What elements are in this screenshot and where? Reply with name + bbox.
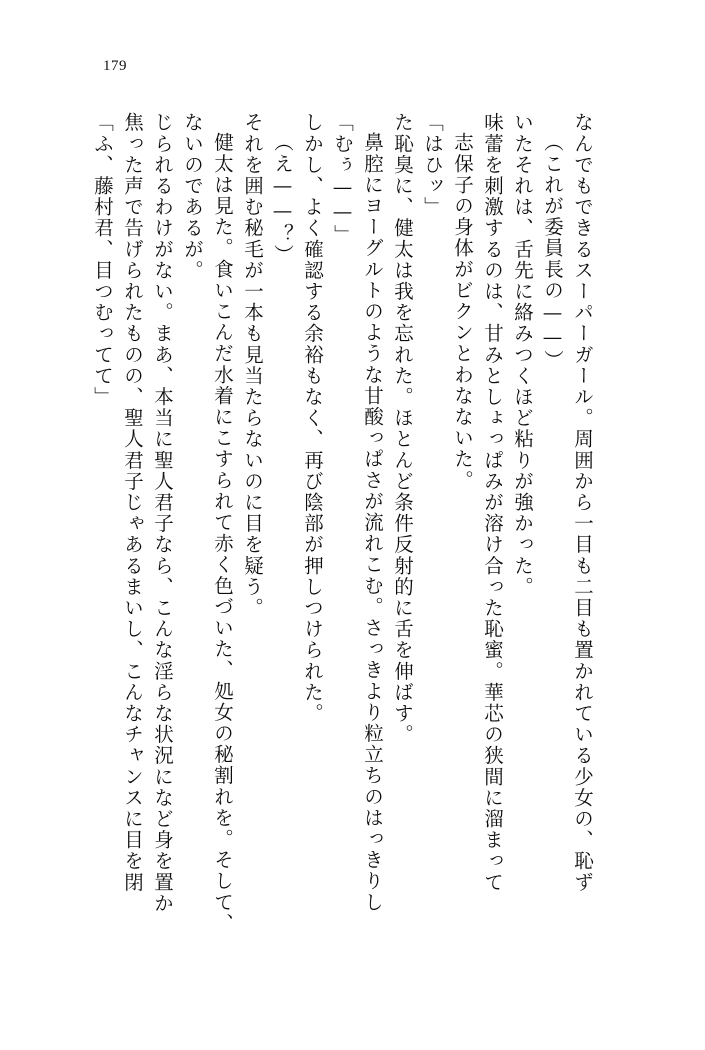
text-line: （え——？） bbox=[271, 132, 294, 266]
text-line: 「はひッ」 bbox=[421, 112, 444, 218]
text-line: 焦った声で告げられたものの、聖人君子じゃあるまいし、こんなチャンスに目を閉 bbox=[121, 112, 144, 893]
text-line: 健太は見た。食いこんだ水着にこすられて赤く色づいた、処女の秘割れを。そして、 bbox=[211, 132, 234, 934]
text-line: た恥臭に、健太は我を忘れた。ほとんど条件反射的に舌を伸ばす。 bbox=[391, 112, 414, 745]
text-line: じられるわけがない。まあ、本当に聖人君子なら、こんな淫らな状況になど身を置か bbox=[151, 112, 174, 914]
text-line: （これが委員長の——） bbox=[541, 132, 564, 372]
text-line: 「ふ、藤村君、目つむってて」 bbox=[91, 112, 114, 408]
text-line: なんでもできるスーパーガール。周囲から一目も二目も置かれている少女の、恥ず bbox=[571, 112, 594, 893]
text-line: それを囲む秘毛が一本も見当たらないのに目を疑う。 bbox=[241, 112, 264, 619]
vertical-text-body bbox=[82, 112, 627, 972]
text-line: ないのであるが。 bbox=[181, 112, 204, 281]
text-line: 志保子の身体がビクンとわなないた。 bbox=[451, 132, 474, 491]
page-number: 179 bbox=[103, 58, 127, 74]
text-line: 味蕾を刺激するのは、甘みとしょっぱみが溶け合った恥蜜。華芯の狭間に溜まって bbox=[481, 112, 504, 893]
text-line: 「むぅ——」 bbox=[331, 112, 354, 246]
text-line: 鼻腔にヨーグルトのような甘酸っぱさが流れこむ。さっきより粒立ちのはっきりし bbox=[361, 132, 384, 913]
text-line: いたそれは、舌先に絡みつくほど粘りが強かった。 bbox=[511, 112, 534, 598]
text-line: しかし、よく確認する余裕もなく、再び陰部が押しつけられた。 bbox=[301, 112, 324, 724]
